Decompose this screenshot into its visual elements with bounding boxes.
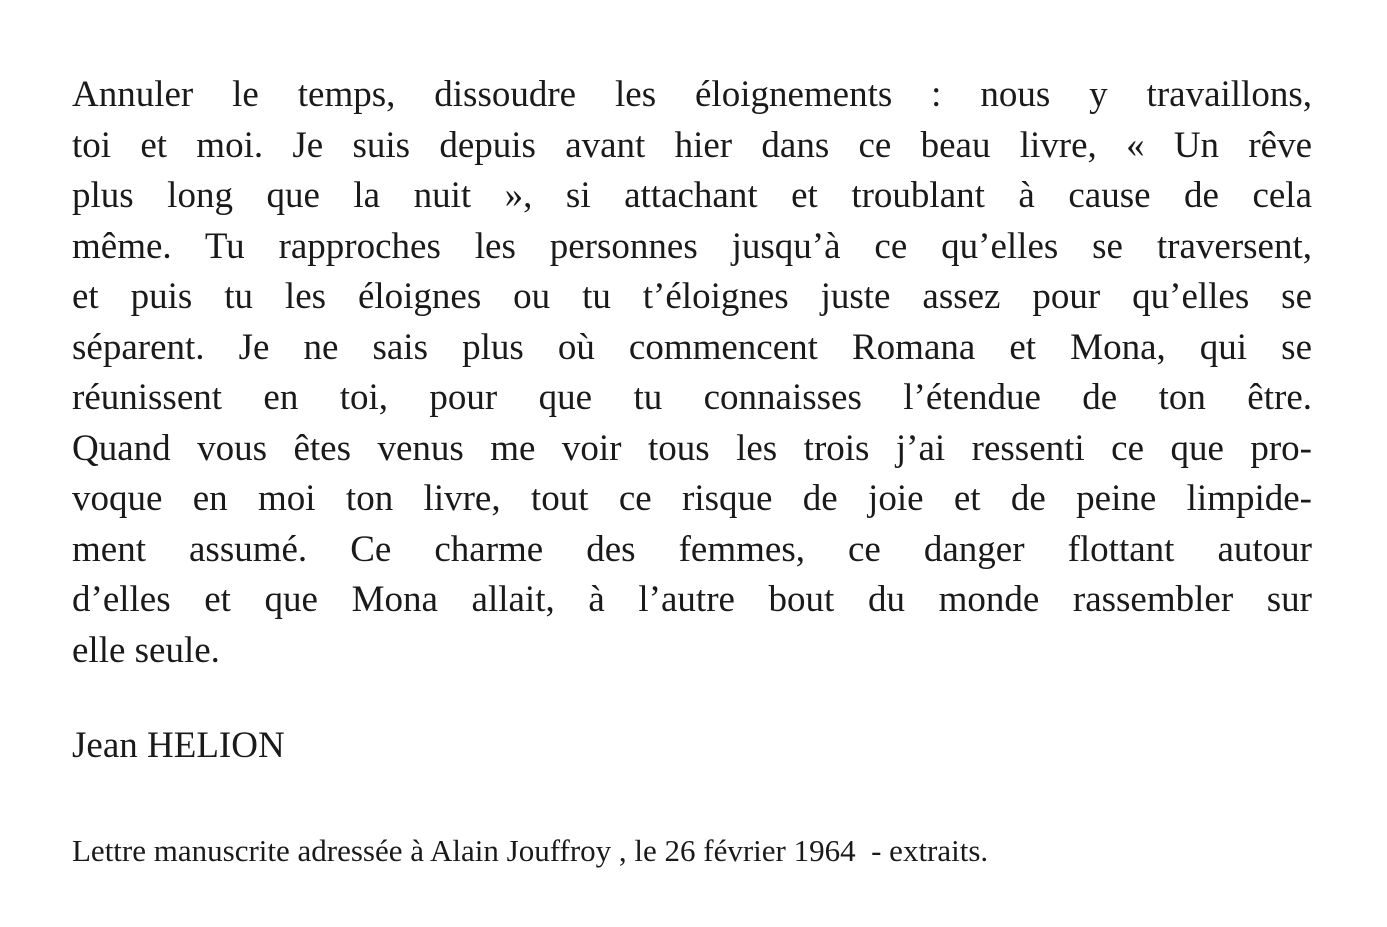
text-line: même. Tu rapproches les personnes jusqu’à ce qu’elles se traversent, <box>72 225 1312 267</box>
author-signature: Jean HELION <box>72 725 285 766</box>
letter-paragraph <box>72 70 1312 676</box>
text-line: et puis tu les éloignes ou tu t’éloignes juste assez pour qu’elles se <box>72 276 1312 317</box>
text-line: Annuler le temps, dissoudre les éloignements : nous y travaillons, <box>72 74 1312 115</box>
text-line: réunissent en toi, pour que tu connaisses l’étendue de ton être. <box>72 377 1312 418</box>
text-line: voque en moi ton livre, tout ce risque de joie et de peine limpide- <box>72 478 1312 519</box>
text-line: elle seule. <box>72 629 220 671</box>
text-line: plus long que la nuit », si attachant et troublant à cause de cela <box>72 175 1312 216</box>
text-line: Quand vous êtes venus me voir tous les trois j’ai ressenti ce que pro- <box>72 427 1312 469</box>
source-caption: Lettre manuscrite adressée à Alain Jouffroy , le 26 février 1964 - extraits. <box>72 833 989 868</box>
text-line: ment assumé. Ce charme des femmes, ce danger flottant autour <box>72 528 1312 570</box>
text-line: d’elles et que Mona allait, à l’autre bout du monde rassembler sur <box>72 579 1312 620</box>
text-line: toi et moi. Je suis depuis avant hier dans ce beau livre, « Un rêve <box>72 124 1312 166</box>
text-line: séparent. Je ne sais plus où commencent Romana et Mona, qui se <box>72 326 1312 368</box>
